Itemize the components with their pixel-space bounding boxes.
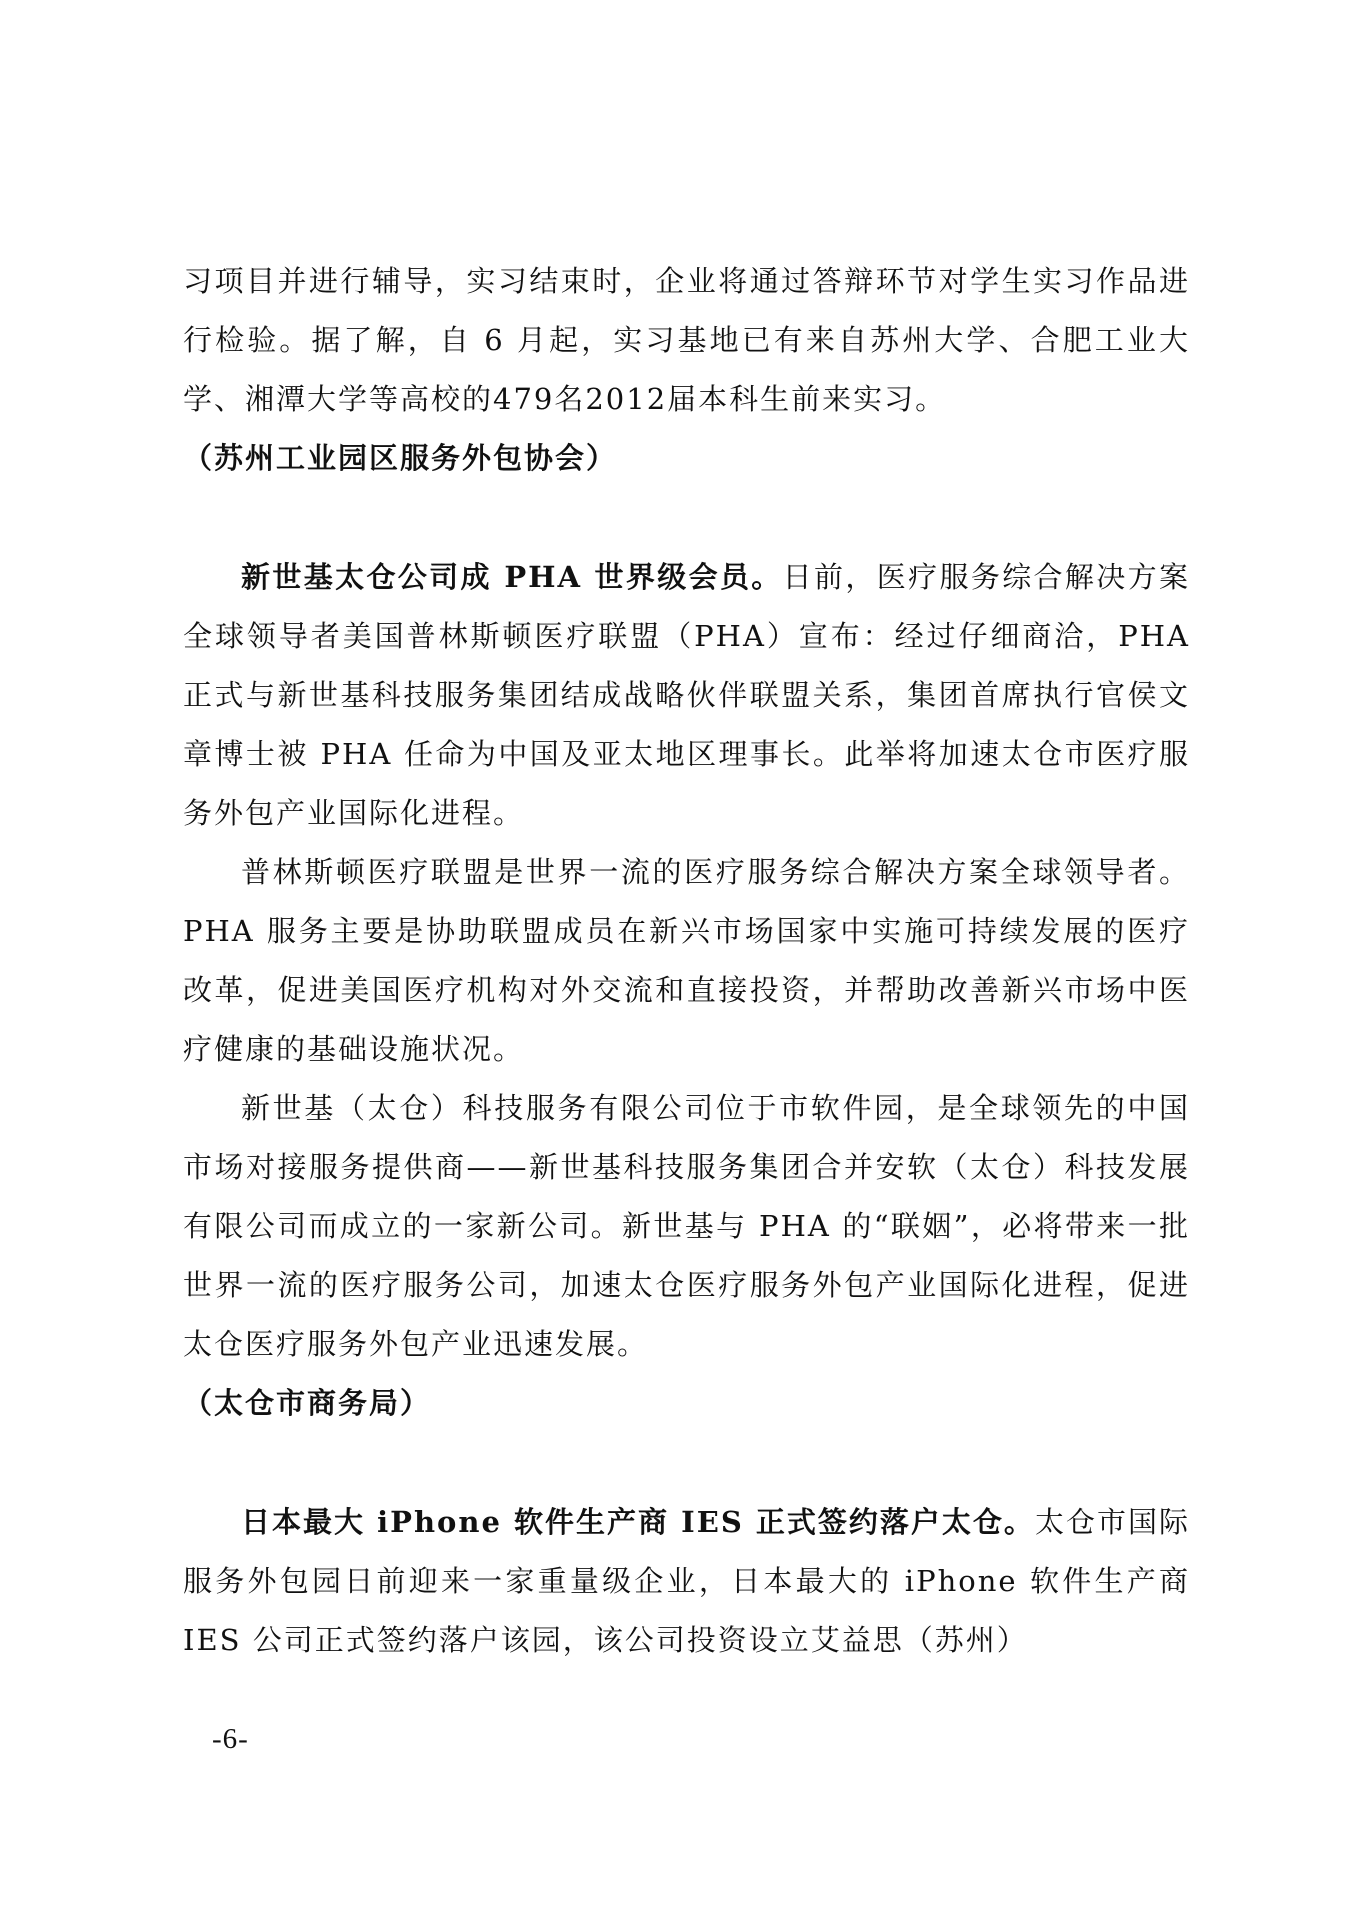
article-headline: 新世基太仓公司成 PHA 世界级会员。 — [241, 560, 783, 594]
article-suzhou-internship — [183, 252, 1190, 488]
article-lead-text: 太仓市国际服务外包园日前迎来一家重量级企业，日本最大的 iPhone 软件生产商 IES 公司正式签约落户该园，该公司投资设立艾益思（苏州） — [183, 1505, 1190, 1657]
article-paragraph: 新世基（太仓）科技服务有限公司位于市软件园，是全球领先的中国市场对接服务提供商——新世基科技服务集团合并安软（太仓）科技发展有限公司而成立的一家新公司。新世基与 PHA 的“联姻”，必将带来一批世界一流的医疗服务公司，加速太仓医疗服务外包产业国际化进程，促进太仓医疗服务外包产业迅速发展。 — [183, 1091, 1190, 1361]
section-gap — [183, 488, 1190, 548]
article-source: （太仓市商务局） — [183, 1386, 432, 1420]
article-lead-paragraph — [183, 548, 1190, 843]
article-pha-membership — [183, 548, 1190, 1433]
article-source: （苏州工业园区服务外包协会） — [183, 441, 618, 475]
article-lead-paragraph — [183, 1493, 1190, 1670]
document-body — [183, 252, 1190, 1670]
section-gap — [183, 1433, 1190, 1493]
article-ies-signing — [183, 1493, 1190, 1670]
page-number: -6- — [212, 1723, 249, 1755]
article-lead-text: 日前，医疗服务综合解决方案全球领导者美国普林斯顿医疗联盟（PHA）宣布：经过仔细商洽，PHA 正式与新世基科技服务集团结成战略伙伴联盟关系，集团首席执行官侯文章博士被 PHA 任命为中国及亚太地区理事长。此举将加速太仓市医疗服务外包产业国际化进程。 — [183, 560, 1190, 830]
article-paragraph: 普林斯顿医疗联盟是世界一流的医疗服务综合解决方案全球领导者。PHA 服务主要是协助联盟成员在新兴市场国家中实施可持续发展的医疗改革，促进美国医疗机构对外交流和直接投资，并帮助改善新兴市场中医疗健康的基础设施状况。 — [183, 855, 1190, 1066]
article-headline: 日本最大 iPhone 软件生产商 IES 正式签约落户太仓。 — [241, 1505, 1035, 1539]
article-paragraph: 习项目并进行辅导，实习结束时，企业将通过答辩环节对学生实习作品进行检验。据了解，自 6 月起，实习基地已有来自苏州大学、合肥工业大学、湘潭大学等高校的479名2012届本科生前来实习。 — [183, 264, 1190, 416]
